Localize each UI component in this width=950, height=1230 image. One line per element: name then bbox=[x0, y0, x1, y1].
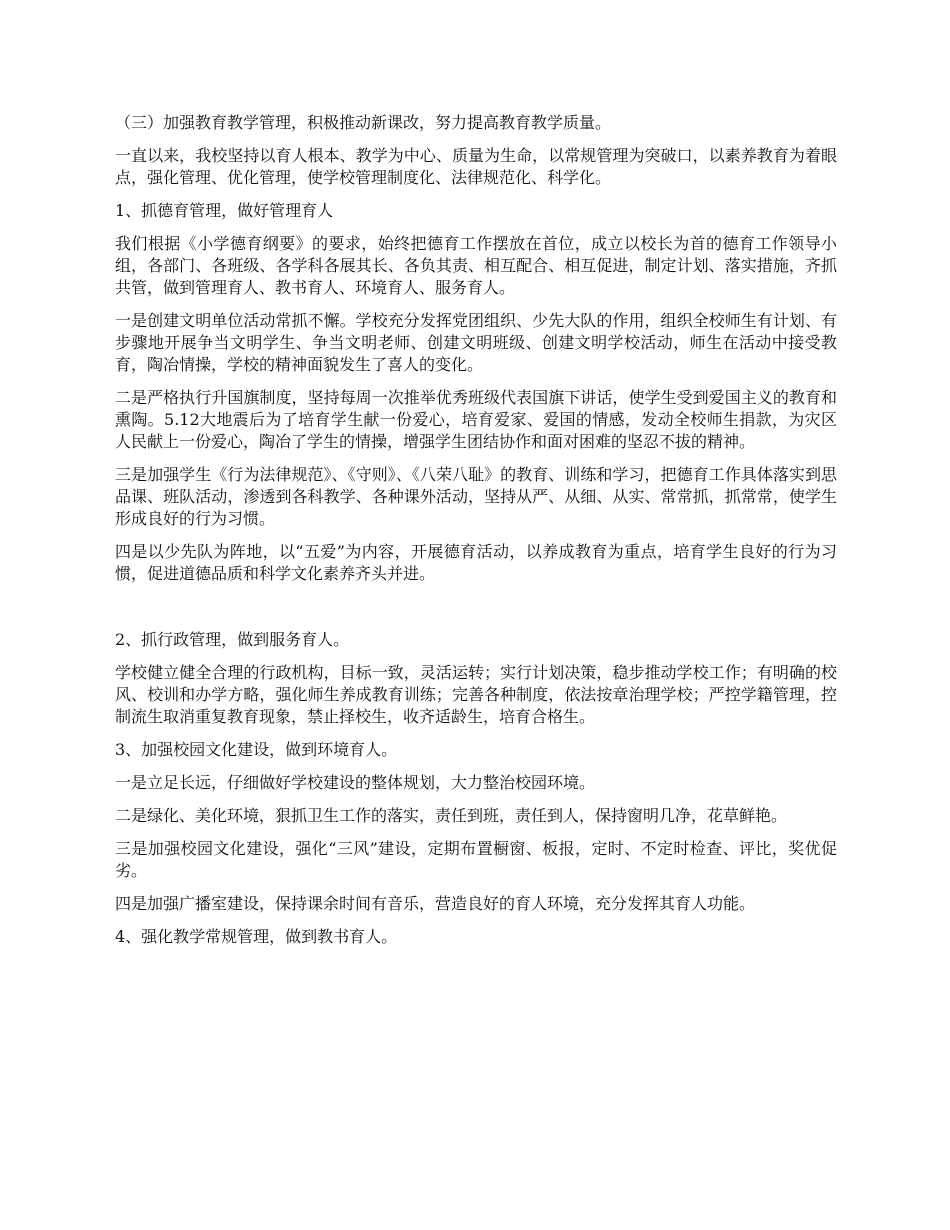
part1-paragraph-5: 四是以少先队为阵地，以“五爱”为内容，开展德育活动，以养成教育为重点，培育学生良好的行为习惯，促进道德品质和科学文化素养齐头并进。 bbox=[115, 542, 837, 583]
part1-paragraph-4: 三是加强学生《行为法律规范》、《守则》、《八荣八耻》的教育、训练和学习，把德育工作具体落实到思品课、班队活动，渗透到各科教学、各种课外活动，坚持从严、从细、从实、常常抓，抓常常，使学生形成良好的行为习惯。 bbox=[115, 465, 837, 528]
part3-heading: 3、加强校园文化建设，做到环境育人。 bbox=[115, 740, 398, 759]
part3-paragraph-3: 三是加强校园文化建设，强化“三风”建设，定期布置橱窗、板报，定时、不定时检查、评比，奖优促劣。 bbox=[115, 839, 837, 880]
section-title: （三）加强教育教学管理，积极推动新课改，努力提高教育教学质量。 bbox=[115, 113, 612, 132]
part1-paragraph-1: 我们根据《小学德育纲要》的要求，始终把德育工作摆放在首位，成立以校长为首的德育工作领导小组，各部门、各班级、各学科各展其长、各负其责、相互配合、相互促进，制定计划、落实措施，齐抓共管，做到管理育人、教书育人、环境育人、服务育人。 bbox=[115, 234, 837, 297]
part3-paragraph-1: 一是立足长远，仔细做好学校建设的整体规划，大力整治校园环境。 bbox=[115, 773, 596, 792]
document-body bbox=[115, 112, 837, 959]
part1-paragraph-2: 一是创建文明单位活动常抓不懈。学校充分发挥党团组织、少先大队的作用，组织全校师生有计划、有步骤地开展争当文明学生、争当文明老师、创建文明班级、创建文明学校活动，师生在活动中接受教育，陶冶情操，学校的精神面貌发生了喜人的变化。 bbox=[115, 311, 837, 374]
part2-paragraph-1: 学校健立健全合理的行政机构，目标一致，灵活运转；实行计划决策，稳步推动学校工作；有明确的校风、校训和办学方略，强化师生养成教育训练；完善各种制度，依法按章治理学校；严控学籍管理，控制流生取消重复教育现象，禁止择校生，收齐适龄生，培育合格生。 bbox=[115, 663, 837, 726]
part1-heading: 1、抓德育管理，做好管理育人 bbox=[115, 201, 334, 220]
part1-paragraph-3: 二是严格执行升国旗制度，坚持每周一次推举优秀班级代表国旗下讲话，使学生受到爱国主义的教育和熏陶。5.12大地震后为了培育学生献一份爱心，培育爱家、爱国的情感，发动全校师生捐款，为灾区人民献上一份爱心，陶冶了学生的情操，增强学生团结协作和面对困难的坚忍不拔的精神。 bbox=[115, 388, 837, 451]
blank-line bbox=[115, 596, 837, 629]
intro-paragraph: 一直以来，我校坚持以育人根本、教学为中心、质量为生命，以常规管理为突破口，以素养教育为着眼点，强化管理、优化管理，使学校管理制度化、法律规范化、科学化。 bbox=[115, 146, 837, 187]
part3-paragraph-2: 二是绿化、美化环境，狠抓卫生工作的落实，责任到班，责任到人，保持窗明几净，花草鲜艳。 bbox=[115, 806, 788, 825]
part3-paragraph-4: 四是加强广播室建设，保持课余时间有音乐，营造良好的育人环境，充分发挥其育人功能。 bbox=[115, 894, 756, 913]
part2-heading: 2、抓行政管理，做到服务育人。 bbox=[115, 630, 350, 649]
part4-heading: 4、强化教学常规管理，做到教书育人。 bbox=[115, 927, 398, 946]
